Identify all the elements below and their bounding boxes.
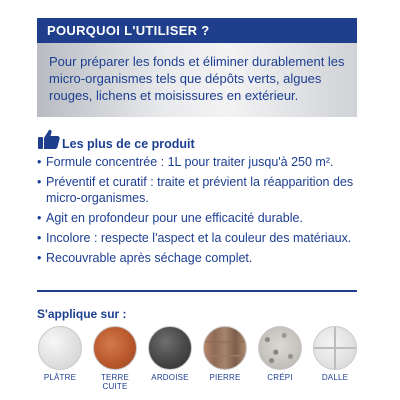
pierre-swatch-image [203, 326, 247, 370]
surface-label: ARDOISE [151, 373, 189, 382]
benefit-item: • Préventif et curatif : traite et prévient la réapparition des micro-organismes. [37, 174, 357, 206]
dalle-swatch-image [313, 326, 357, 370]
surface-label: PIERRE [209, 373, 241, 382]
benefit-item: • Incolore : respecte l'aspect et la couleur des matériaux. [37, 230, 357, 246]
applies-title: S'applique sur : [37, 307, 127, 321]
surface-crepi [253, 326, 307, 382]
intro-text: Pour préparer les fonds et éliminer durablement les micro-organismes tels que dépôts verts, algues rouges, lichens et moisissures en extérieur. [37, 43, 357, 117]
divider [37, 290, 357, 292]
surface-label: DALLE [321, 373, 349, 382]
surface-label: CRÉPI [267, 373, 293, 382]
thumbs-up-icon [37, 127, 61, 151]
crepi-swatch-image [258, 326, 302, 370]
ardoise-swatch-image [148, 326, 192, 370]
surface-platre [33, 326, 87, 382]
benefit-item: • Agit en profondeur pour une efficacité durable. [37, 210, 357, 226]
section-header: POURQUOI L'UTILISER ? [37, 18, 357, 43]
benefits-title: Les plus de ce produit [62, 137, 195, 151]
surface-label: TERRE CUITE [100, 373, 130, 391]
benefits-list [37, 154, 357, 270]
surface-swatches [33, 326, 363, 391]
surface-terre-cuite [88, 326, 142, 391]
benefit-item: • Formule concentrée : 1L pour traiter jusqu'à 250 m². [37, 154, 357, 170]
surface-ardoise [143, 326, 197, 382]
platre-swatch-image [38, 326, 82, 370]
surface-label: PLÂTRE [43, 373, 77, 382]
surface-pierre [198, 326, 252, 382]
surface-dalle [308, 326, 362, 382]
benefit-item: • Recouvrable après séchage complet. [37, 250, 357, 266]
terre-cuite-swatch-image [93, 326, 137, 370]
